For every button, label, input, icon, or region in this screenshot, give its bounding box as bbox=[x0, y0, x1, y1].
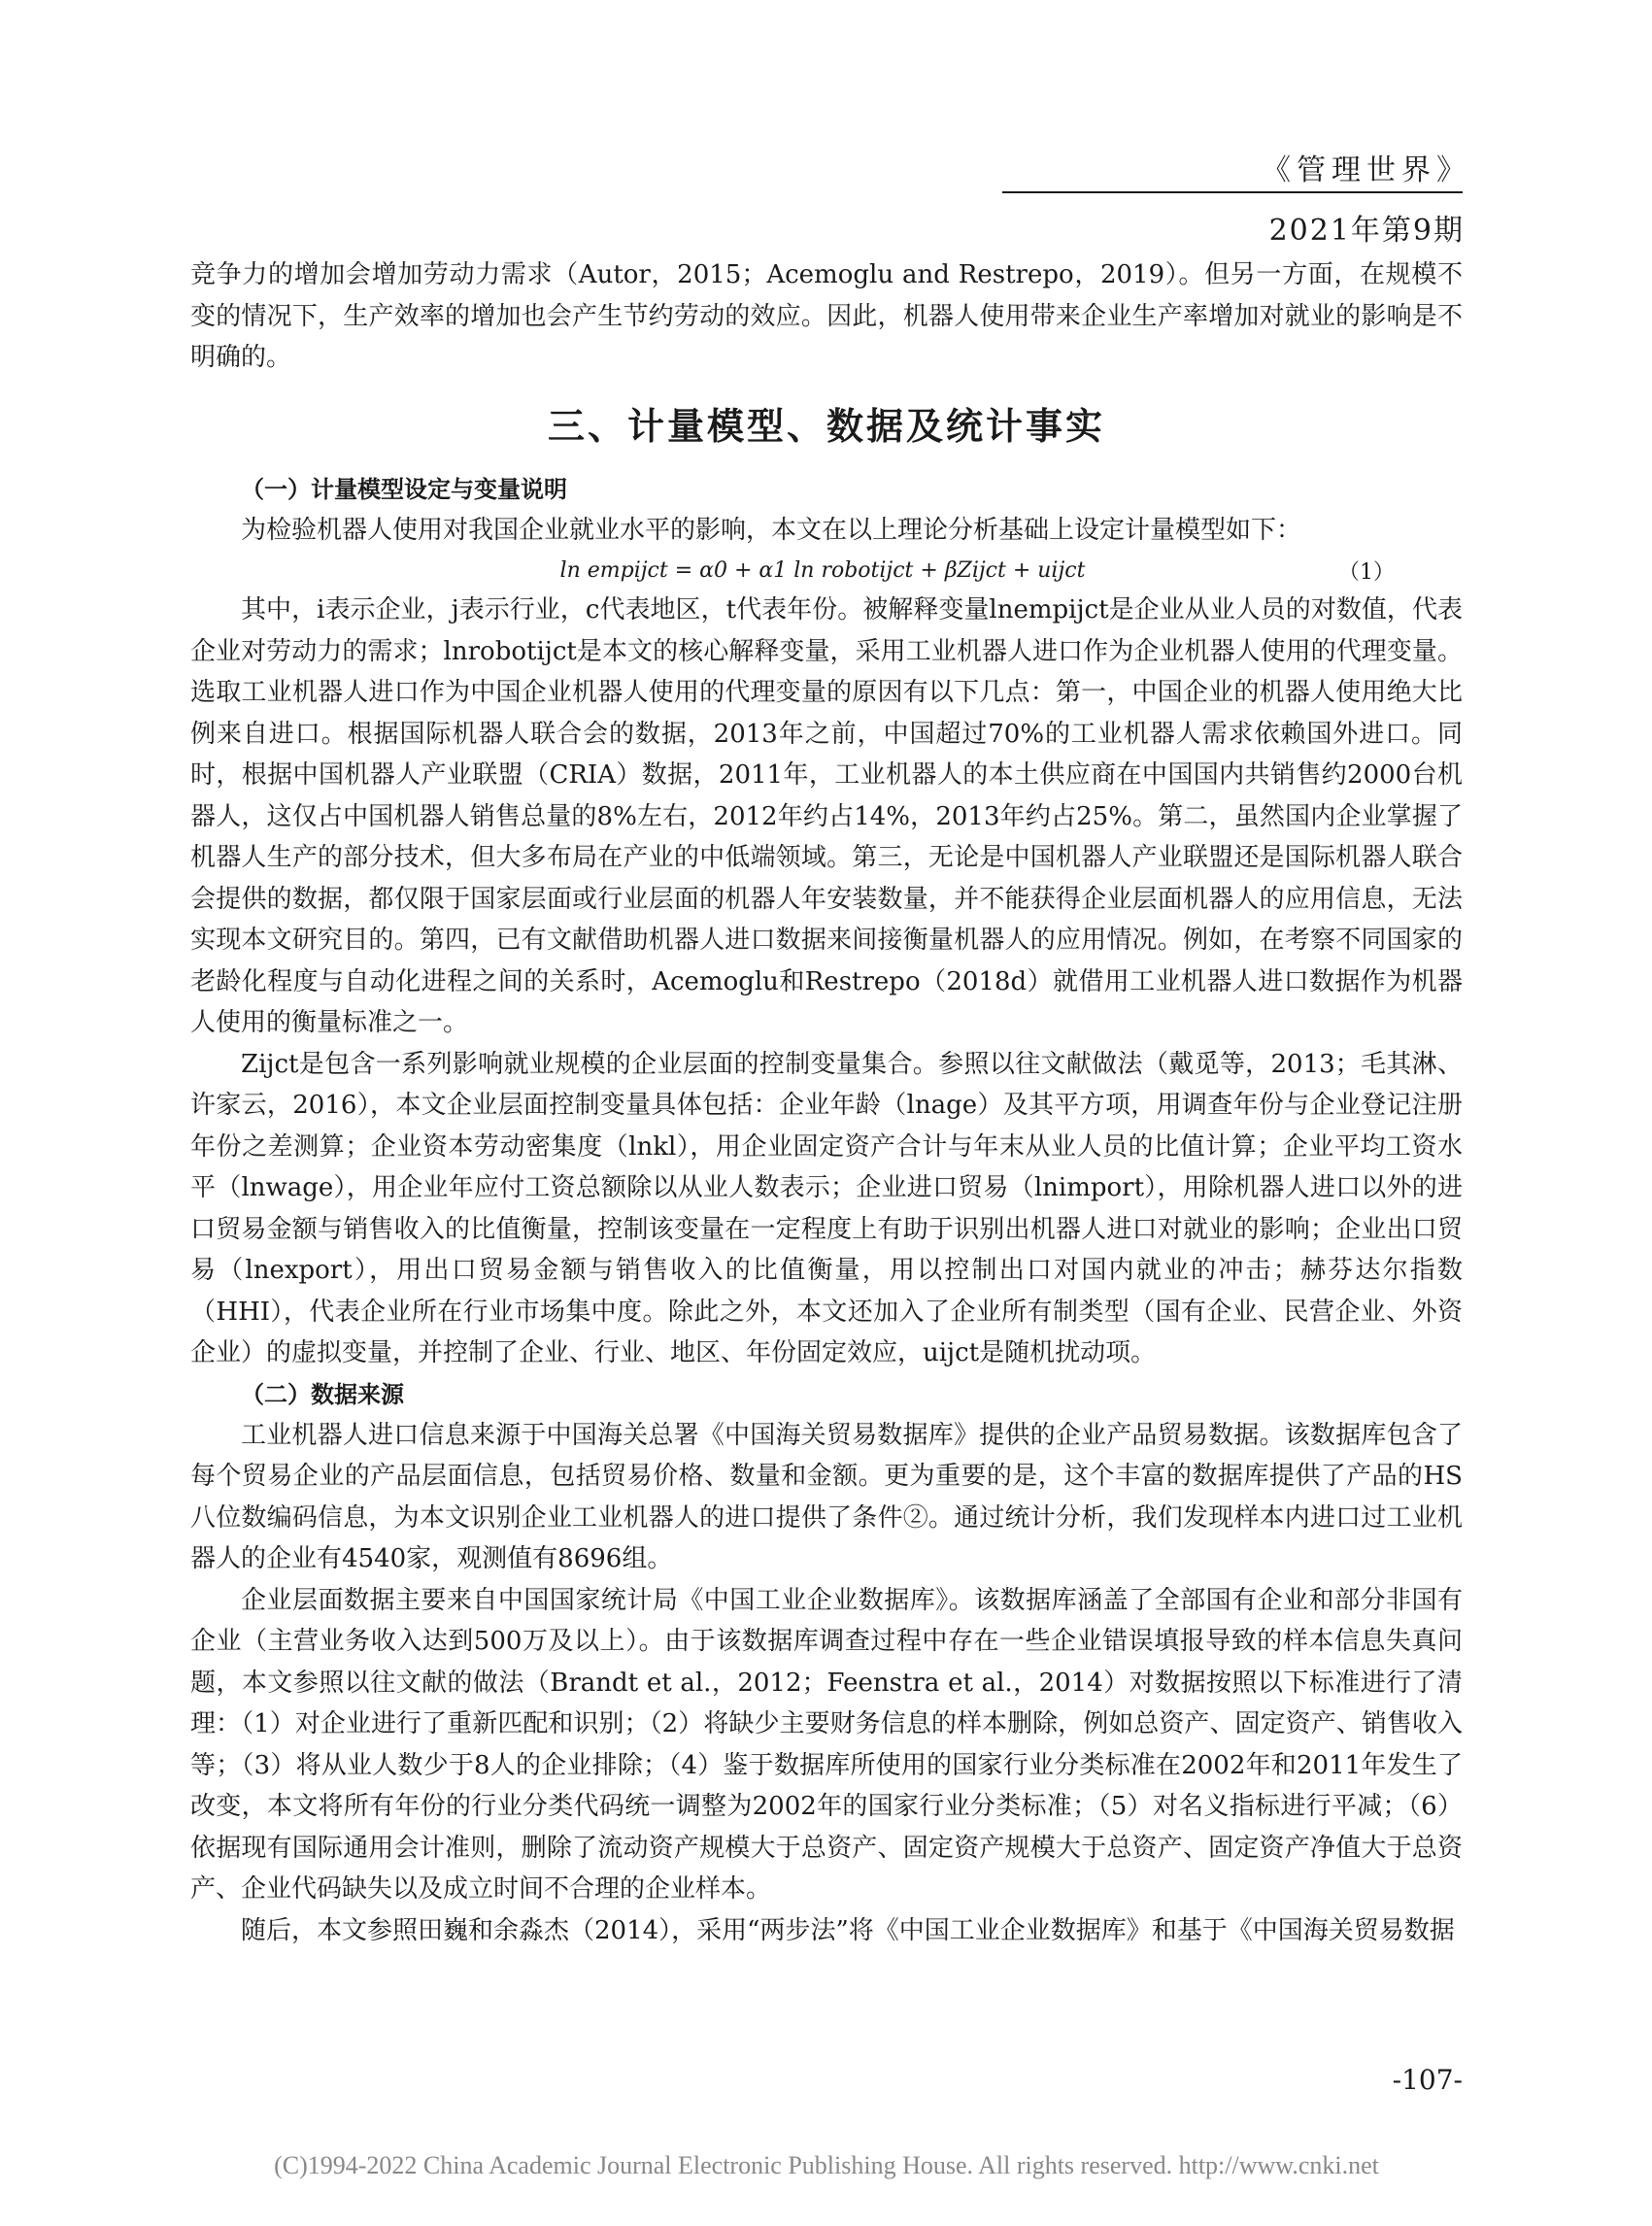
section-title: 三、计量模型、数据及统计事实 bbox=[547, 404, 1105, 448]
header-divider bbox=[1002, 191, 1463, 193]
equation-1 bbox=[190, 551, 1463, 590]
article-body bbox=[190, 254, 1463, 1951]
equation-number: （1） bbox=[1338, 559, 1395, 585]
paragraph-robot-data: 工业机器人进口信息来源于中国海关总署《中国海关贸易数据库》提供的企业产品贸易数据。该数据库包含了每个贸易企业的产品层面信息，包括贸易价格、数量和金额。更为重要的是，这个丰富的数据库提供了产品的HS八位数编码信息，为本文识别企业工业机器人的进口提供了条件②。通过统计分析，我们发现样本内进口过工业机器人的企业有4540家，观测值有8696组。 bbox=[190, 1420, 1463, 1573]
paragraph-controls: Zijct是包含一系列影响就业规模的企业层面的控制变量集合。参照以往文献做法（戴觅等，2013；毛其淋、许家云，2016），本文企业层面控制变量具体包括：企业年龄（lnage）及其平方项，用调查年份与企业登记注册年份之差测算；企业资本劳动密集度（lnkl），用企业固定资产合计与年末从业人员的比值计算；企业平均工资水平（lnwage），用企业年应付工资总额除以从业人数表示；企业进口贸易（lnimport），用除机器人进口以外的进口贸易金额与销售收入的比值衡量，控制该变量在一定程度上有助于识别出机器人进口对就业的影响；企业出口贸易（lnexport），用出口贸易金额与销售收入的比值衡量，用以控制出口对国内就业的冲击；赫芬达尔指数（HHI），代表企业所在行业市场集中度。除此之外，本文还加入了企业所有制类型（国有企业、民营企业、外资企业）的虚拟变量，并控制了企业、行业、地区、年份固定效应，uijct是随机扰动项。 bbox=[190, 1049, 1463, 1367]
paragraph-merge: 随后，本文参照田巍和余淼杰（2014），采用“两步法”将《中国工业企业数据库》和基于《中国海关贸易数据 bbox=[241, 1915, 1455, 1945]
page-number: -107- bbox=[1392, 2064, 1463, 2096]
subsection-heading-model: （一）计量模型设定与变量说明 bbox=[241, 475, 567, 503]
equation-expression: ln empijct = α0 + α1 ln robotijct + βZijct + uijct bbox=[559, 557, 1086, 583]
subsection-heading-data: （二）数据来源 bbox=[241, 1380, 404, 1408]
paragraph-model-intro: 为检验机器人使用对我国企业就业水平的影响，本文在以上理论分析基础上设定计量模型如下： bbox=[241, 515, 1302, 545]
copyright-notice: (C)1994-2022 China Academic Journal Electronic Publishing House. All rights reserved. http://www.cnki.net bbox=[274, 2151, 1379, 2179]
journal-title: 《管理世界》 bbox=[1262, 153, 1471, 187]
paragraph-continuation: 竞争力的增加会增加劳动力需求（Autor，2015；Acemoglu and Restrepo，2019）。但另一方面，在规模不变的情况下，生产效率的增加也会产生节约劳动的效应。因此，机器人使用带来企业生产率增加对就业的影响是不明确的。 bbox=[190, 260, 1463, 372]
paragraph-firm-data: 企业层面数据主要来自中国国家统计局《中国工业企业数据库》。该数据库涵盖了全部国有企业和部分非国有企业（主营业务收入达到500万及以上）。由于该数据库调查过程中存在一些企业错误填报导致的样本信息失真问题，本文参照以往文献的做法（Brandt et al.，2012；Feenstra et al.，2014）对数据按照以下标准进行了清理：（1）对企业进行了重新匹配和识别；（2）将缺少主要财务信息的样本删除，例如总资产、固定资产、销售收入等；（3）将从业人数少于8人的企业排除；（4）鉴于数据库所使用的国家行业分类标准在2002年和2011年发生了改变，本文将所有年份的行业分类代码统一调整为2002年的国家行业分类标准；（5）对名义指标进行平减；（6）依据现有国际通用会计准则，删除了流动资产规模大于总资产、固定资产规模大于总资产、固定资产净值大于总资产、企业代码缺失以及成立时间不合理的企业样本。 bbox=[190, 1585, 1463, 1904]
paragraph-variables: 其中，i表示企业，j表示行业，c代表地区，t代表年份。被解释变量lnempijct是企业从业人员的对数值，代表企业对劳动力的需求；lnrobotijct是本文的核心解释变量，采用工业机器人进口作为企业机器人使用的代理变量。选取工业机器人进口作为中国企业机器人使用的代理变量的原因有以下几点：第一，中国企业的机器人使用绝大比例来自进口。根据国际机器人联合会的数据，2013年之前，中国超过70%的工业机器人需求依赖国外进口。同时，根据中国机器人产业联盟（CRIA）数据，2011年，工业机器人的本土供应商在中国国内共销售约2000台机器人，这仅占中国机器人销售总量的8%左右，2012年约占14%，2013年约占25%。第二，虽然国内企业掌握了机器人生产的部分技术，但大多布局在产业的中低端领域。第三，无论是中国机器人产业联盟还是国际机器人联合会提供的数据，都仅限于国家层面或行业层面的机器人年安装数量，并不能获得企业层面机器人的应用信息，无法实现本文研究目的。第四，已有文献借助机器人进口数据来间接衡量机器人的应用情况。例如，在考察不同国家的老龄化程度与自动化进程之间的关系时，Acemoglu和Restrepo（2018d）就借用工业机器人进口数据作为机器人使用的衡量标准之一。 bbox=[190, 595, 1463, 1037]
issue-label: 2021年第9期 bbox=[1268, 214, 1465, 248]
